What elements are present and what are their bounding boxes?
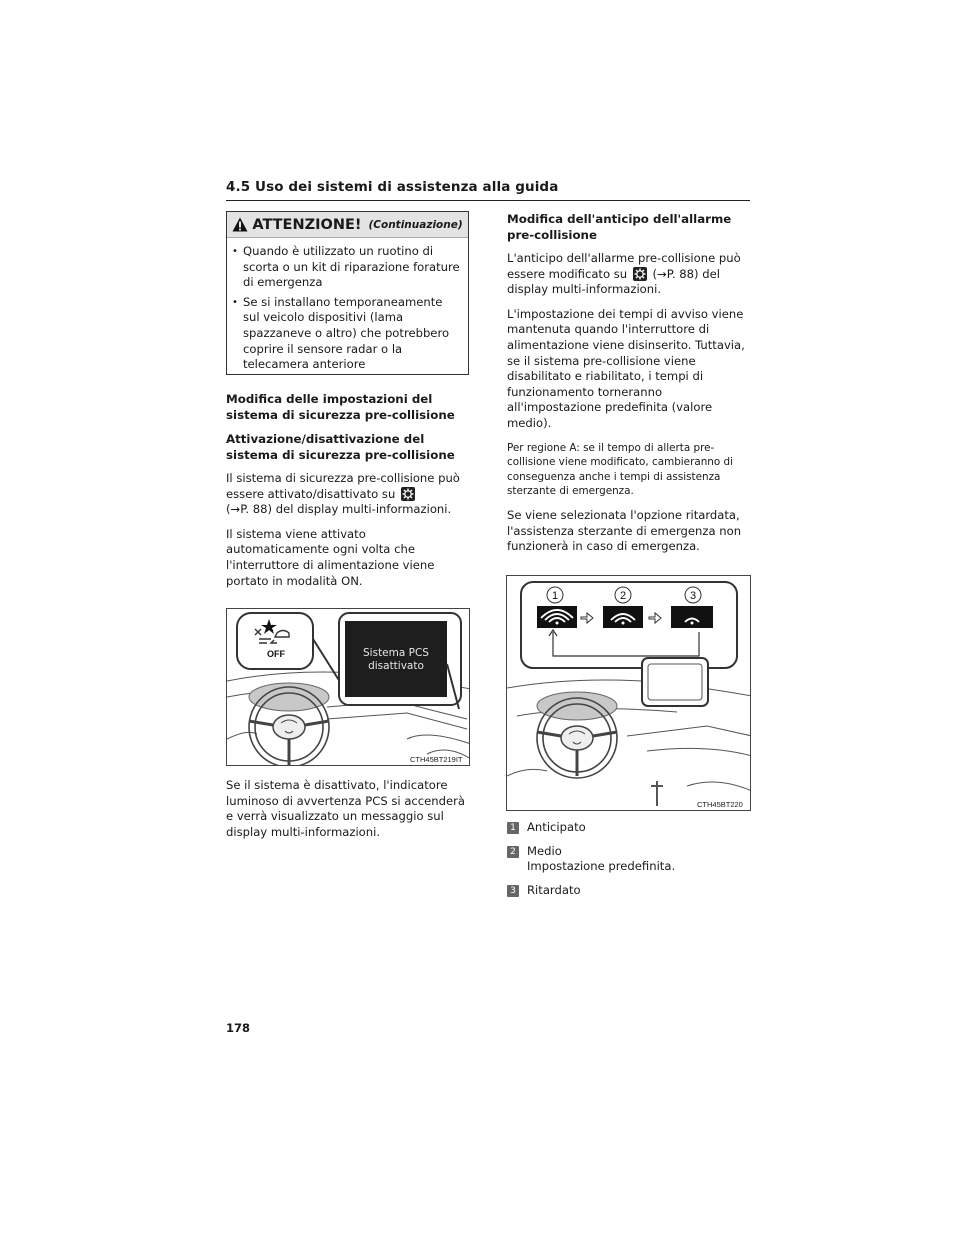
timing-legend <box>507 820 752 906</box>
page-number: 178 <box>226 1021 251 1035</box>
right-paragraph-1 <box>507 251 752 298</box>
legend-number-3: 3 <box>507 885 519 897</box>
legend-label-1: Anticipato <box>527 820 586 834</box>
section-title: 4.5 Uso dei sistemi di assistenza alla guida <box>226 179 559 195</box>
settings-gear-icon <box>401 487 415 501</box>
legend-item-2 <box>507 844 752 860</box>
timing-number-1: 1 <box>551 590 559 602</box>
warning-title: ATTENZIONE! <box>252 216 362 233</box>
left-heading-1: Modifica delle impostazioni del sistema di sicurezza pre-collisione <box>226 392 455 422</box>
left-paragraph-1-end: (→P. 88) del display multi-informazioni. <box>226 502 452 517</box>
warning-list <box>227 238 468 373</box>
warning-triangle-icon <box>232 217 248 232</box>
pcs-message-screen <box>345 647 447 673</box>
right-heading: Modifica dell'anticipo dell'allarme pre-collisione <box>507 212 732 242</box>
timing-number-3: 3 <box>689 590 697 602</box>
right-column-top <box>507 211 752 564</box>
left-heading-2: Attivazione/disattivazione del sistema di sicurezza pre-collisione <box>226 432 455 462</box>
warning-item: • Se si installano temporaneamente sul veicolo dispositivi (lama spazzaneve o altro) che potrebbero coprire il sensore radar o la telecamera anteriore <box>227 295 468 373</box>
legend-label-2: Medio <box>527 843 562 858</box>
left-column-bottom <box>226 778 471 849</box>
left-paragraph-2: Il sistema viene attivato automaticamente ogni volta che l'interruttore di alimentazione viene portato in modalità ON. <box>226 526 435 588</box>
warning-subtitle: (Continuazione) <box>368 218 463 231</box>
legend-desc-2: Impostazione predefinita. <box>527 859 676 874</box>
right-paragraph-1-start: L'anticipo dell'allarme pre-collisione può essere modificato su <box>507 251 741 281</box>
right-note: Per regione A: se il tempo di allerta pre-collisione viene modificato, cambieranno di conseguenza anche i tempi di assistenza sterzante di emergenza. <box>507 441 734 498</box>
pcs-message-line-1: Sistema PCS <box>363 647 429 659</box>
warning-box <box>226 211 469 375</box>
pcs-off-figure <box>226 608 470 766</box>
header-divider <box>226 200 750 201</box>
warning-item: • Quando è utilizzato un ruotino di scorta o un kit di riparazione forature di emergenza <box>227 244 468 291</box>
warning-header <box>227 212 468 238</box>
dashboard-illustration <box>227 609 470 766</box>
right-paragraph-1-end: (→P. 88) del display multi-informazioni. <box>507 266 720 297</box>
timing-illustration <box>507 576 751 811</box>
right-paragraph-3: Se viene selezionata l'opzione ritardata, l'assistenza sterzante di emergenza non funzionerà in caso di emergenza. <box>507 507 742 554</box>
left-paragraph-1-start: Il sistema di sicurezza pre-collisione può essere attivato/disattivato su <box>226 471 460 501</box>
settings-gear-icon <box>633 267 647 281</box>
right-paragraph-2: L'impostazione dei tempi di avviso viene mantenuta quando l'interruttore di alimentazione viene disinserito. Tuttavia, se il sistema pre-collisione viene disabilitato e riabilitato, i tempi di funzionamento torneranno all'impostazione predefinita (valore medio). <box>507 306 745 430</box>
timing-number-2: 2 <box>619 590 627 602</box>
left-column-top <box>226 391 471 598</box>
figure-code: CTH45BT219IT <box>410 755 463 764</box>
pcs-off-label: OFF <box>267 649 285 659</box>
figure-code: CTH45BT220 <box>697 800 743 809</box>
legend-label-3: Ritardato <box>527 882 581 897</box>
alarm-timing-figure <box>506 575 751 811</box>
legend-number-1: 1 <box>507 822 519 834</box>
legend-item-1 <box>507 820 752 836</box>
legend-number-2: 2 <box>507 846 519 858</box>
left-paragraph-1 <box>226 471 471 518</box>
left-paragraph-3: Se il sistema è disattivato, l'indicatore luminoso di avvertenza PCS si accenderà e verrà visualizzato un messaggio sul display multi-informazioni. <box>226 778 466 839</box>
pcs-message-line-2: disattivato <box>368 660 424 672</box>
legend-item-3 <box>507 883 752 899</box>
